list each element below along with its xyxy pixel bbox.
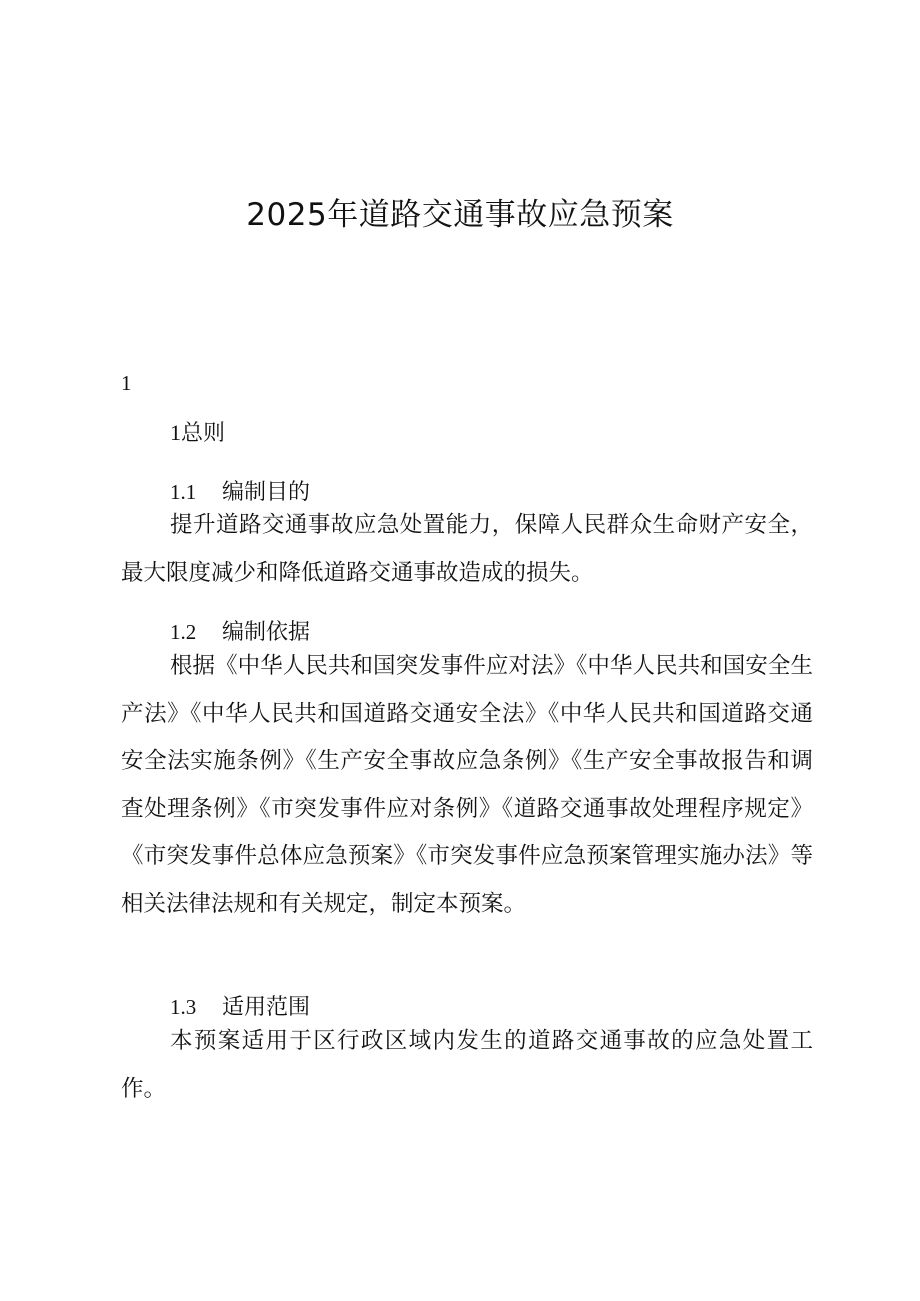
page-marker: 1: [121, 371, 132, 395]
section-body-1-3: 本预案适用于区行政区域内发生的道路交通事故的应急处置工作。: [121, 1028, 813, 1102]
section-number: 1.2: [170, 620, 197, 644]
section-title: 编制依据: [222, 620, 311, 645]
section-title: 适用范围: [222, 995, 311, 1020]
section-number: 1.3: [170, 995, 197, 1019]
chapter-number: 1: [170, 420, 181, 445]
section-title: 编制目的: [222, 480, 311, 505]
section-body-1-1: 提升道路交通事故应急处置能力，保障人民群众生命财产安全，最大限度减少和降低道路交通事故造成的损失。: [121, 512, 813, 586]
document-title: 2025年道路交通事故应急预案: [246, 196, 674, 233]
chapter-label: 总则: [181, 421, 226, 446]
section-body-1-2: 根据《中华人民共和国突发事件应对法》《中华人民共和国安全生产法》《中华人民共和国道路交通安全法》《中华人民共和国道路交通安全法实施条例》《生产安全事故应急条例》《生产安全事故报告和调查处理条例》《市突发事件应对条例》《道路交通事故处理程序规定》《市突发事件总体应急预案》《市突发事件应急预案管理实施办法》等相关法律法规和有关规定，制定本预案。: [121, 653, 813, 917]
section-number: 1.1: [170, 480, 197, 504]
chapter-heading: [170, 418, 225, 449]
